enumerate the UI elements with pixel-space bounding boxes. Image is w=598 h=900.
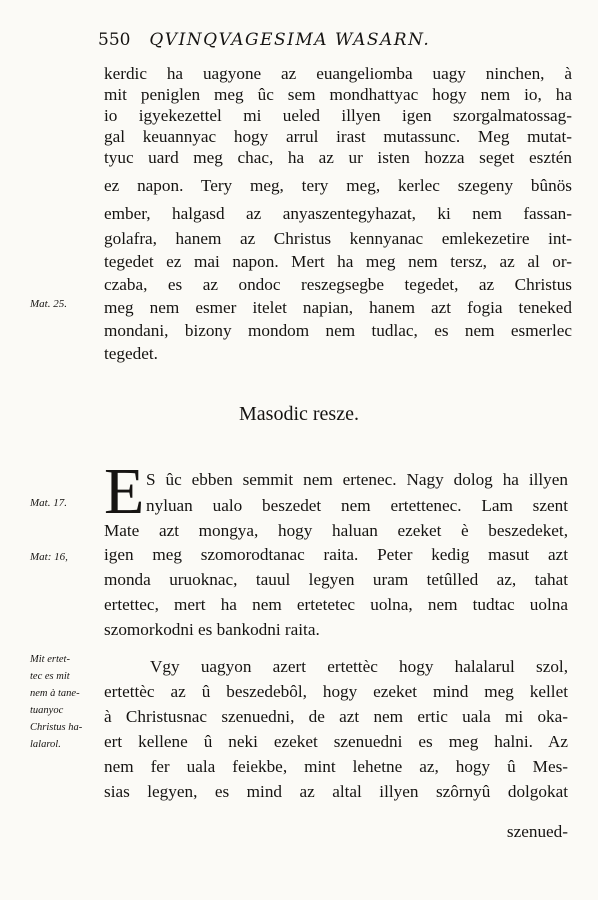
text-line: kerdic ha uagyone az euangeliomba uagy ninchen, à [104, 64, 572, 83]
text-line: S ûc ebben semmit nem ertenec. Nagy dolog ha illyen [146, 470, 568, 489]
text-line: ez napon. Tery meg, tery meg, kerlec szegeny bûnös [104, 176, 572, 195]
text-line: monda uruoknac, tauul legyen uram tetûlled az, tahat [104, 570, 568, 589]
text-line: mit peniglen meg ûc sem mondhattyac hogy nem io, ha [104, 85, 572, 104]
text-line: Vgy uagyon azert ertettèc hogy halalarul szol, [150, 657, 568, 676]
catchword: szenued- [506, 822, 568, 841]
text-line: ertettec, mert ha nem ertetetec uolna, nem tudtac uolna [104, 595, 568, 614]
text-line: ert kellene û neki ezeket szenuedni es meg halni. Az [104, 732, 568, 751]
text-line: à Christusnac szenuedni, de azt nem ertic uala mi oka- [104, 707, 568, 726]
text-line: golafra, hanem az Christus kennyanac emlekezetire int- [104, 229, 572, 248]
running-header [98, 30, 538, 50]
text-line: meg nem esmer itelet napian, hanem azt fogia teneked [104, 298, 572, 317]
text-line: ember, halgasd az anyaszentegyhazat, ki nem fassan- [104, 204, 572, 223]
side-note-line: Christus ha- [30, 722, 83, 733]
text-line: gal keuannyac hogy arrul irast mutassunc. Meg mutat- [104, 127, 572, 146]
text-line: tegedet. [104, 344, 158, 363]
text-line: ertettèc az û beszedebôl, hogy ezeket mind meg kellet [104, 682, 568, 701]
text-line: Mate azt mongya, hogy haluan ezeket è beszedeket, [104, 521, 568, 540]
text-line: io igyekezettel mi ueled illyen igen szorgalmatossag- [104, 106, 572, 125]
text-line: tyuc uard meg chac, ha az ur isten hozza seget esztén [104, 148, 572, 167]
page-number: 550 [98, 30, 131, 50]
text-line: sias legyen, es mind az altal illyen szôrnyû dolgokat [104, 782, 568, 801]
text-line: igen meg szomorodtanac raita. Peter kedig masut azt [104, 545, 568, 564]
text-line: szomorkodni es bankodni raita. [104, 620, 320, 639]
text-line: nyluan ualo beszedet nem ertettenec. Lam szent [146, 496, 568, 515]
side-note-line: lalarol. [30, 739, 61, 750]
margin-note-mat17: Mat. 17. [30, 497, 67, 509]
side-note-line: nem à tane- [30, 688, 80, 699]
section-heading: Masodic resze. [239, 403, 359, 425]
text-line: tegedet ez mai napon. Mert ha meg nem tersz, az al or- [104, 252, 572, 271]
margin-note-mat16: Mat: 16, [30, 551, 68, 563]
side-note-line: tec es mit [30, 671, 70, 682]
side-note-line: Mit ertet- [30, 654, 70, 665]
drop-cap: E [104, 455, 145, 528]
text-line: czaba, es az ondoc reszegsegbe tegedet, az Christus [104, 275, 572, 294]
text-line: mondani, bizony mondom nem tudlac, es nem esmerlec [104, 321, 572, 340]
text-line: nem fer uala feiekbe, mint lehetne az, hogy û Mes- [104, 757, 568, 776]
running-title: QVINQVAGESIMA WASARN. [149, 30, 431, 50]
side-note-line: tuanyoc [30, 705, 64, 716]
margin-note-mat25: Mat. 25. [30, 298, 67, 310]
side-note [30, 651, 104, 753]
